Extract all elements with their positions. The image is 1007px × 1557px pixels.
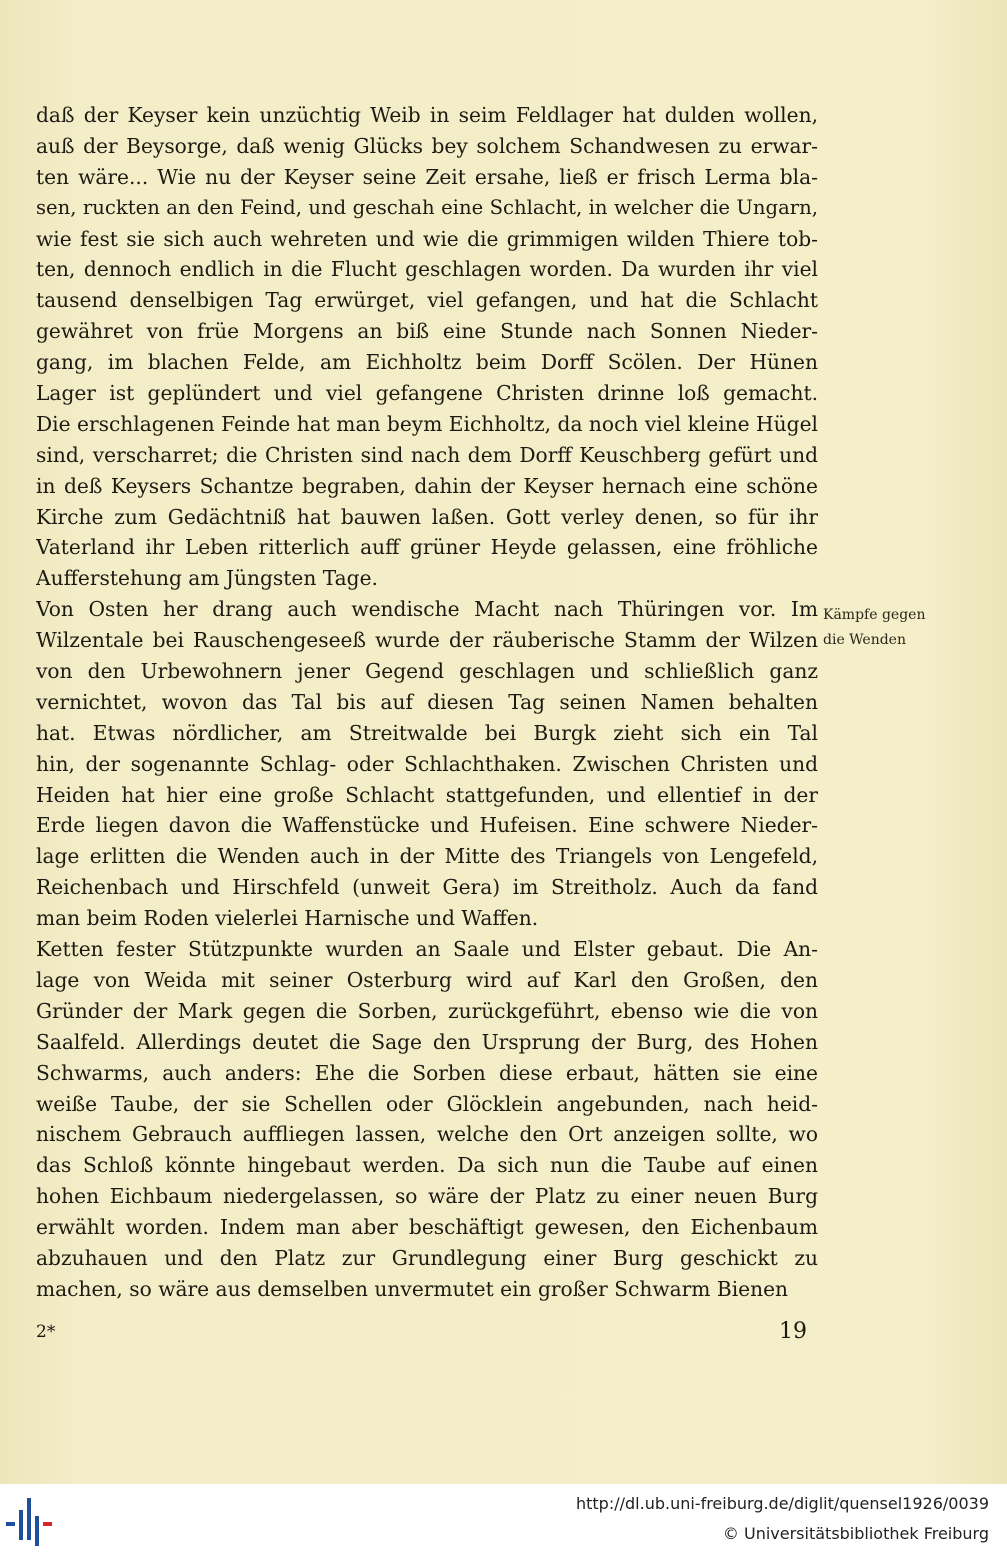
text-line: lage von Weida mit seiner Osterburg wird auf Karl den Großen, den [36,967,818,992]
signature-mark: 2* [36,1322,56,1342]
text-line: ten, dennoch endlich in die Flucht geschlagen worden. Da wurden ihr viel [36,257,818,282]
text-line: hin, der sogenannte Schlag- oder Schlachthaken. Zwischen Christen und [36,751,818,776]
text-line: Lager ist geplündert und viel gefangene Christen drinne loß gemacht. [36,381,818,406]
text-line: von den Urbewohnern jener Gegend geschlagen und schließlich ganz [36,659,818,684]
library-footer [0,1484,1007,1557]
text-line: auß der Beysorge, daß wenig Glücks bey solchem Schandwesen zu erwar- [36,133,818,158]
text-line: tausend denselbigen Tag erwürget, viel gefangen, und hat die Schlacht [36,288,818,313]
text-line: Gründer der Mark gegen die Sorben, zurückgeführt, ebenso wie die von [36,998,818,1023]
text-line: weiße Taube, der sie Schellen oder Glöcklein angebunden, nach heid- [36,1091,818,1116]
text-line: nischem Gebrauch auffliegen lassen, welche den Ort anzeigen sollte, wo [36,1122,818,1147]
text-line: lage erlitten die Wenden auch in der Mitte des Triangels von Lengefeld, [36,844,818,869]
copyright-notice: © Universitätsbibliothek Freiburg [722,1524,989,1543]
text-line: abzuhauen und den Platz zur Grundlegung einer Burg geschickt zu [36,1245,818,1270]
text-line: Die erschlagenen Feinde hat man beym Eichholtz, da noch viel kleine Hügel [36,411,818,436]
text-line: ten wäre... Wie nu der Keyser seine Zeit ersahe, ließ er frisch Lerma bla- [36,164,818,189]
text-line: man beim Roden vielerlei Harnische und Waffen. [36,906,539,931]
permalink-url[interactable]: http://dl.ub.uni-freiburg.de/diglit/quensel1926/0039 [575,1494,989,1513]
text-line: daß der Keyser kein unzüchtig Weib in seim Feldlager hat dulden wollen, [36,103,818,127]
text-line: Schwarms, auch anders: Ehe die Sorben diese erbaut, hätten sie eine [36,1060,818,1085]
text-line: Kirche zum Gedächtniß hat bauwen laßen. Gott verley denen, so für ihr [36,504,818,529]
text-line: vernichtet, wovon das Tal bis auf diesen Tag seinen Namen behalten [36,689,818,714]
text-line: hat. Etwas nördlicher, am Streitwalde bei Burgk zieht sich ein Tal [36,720,818,745]
text-line: Vaterland ihr Leben ritterlich auff grüner Heyde gelassen, eine fröhliche [36,535,818,560]
text-line: gang, im blachen Felde, am Eichholtz beim Dorff Scölen. Der Hünen [36,350,818,375]
text-line: machen, so wäre aus demselben unvermutet ein großer Schwarm Bienen [36,1276,789,1301]
margin-note-line-1: Kämpfe gegen [823,607,926,623]
body-text [36,100,818,1305]
text-line: hohen Eichbaum niedergelassen, so wäre der Platz zu einer neuen Burg [36,1184,818,1209]
margin-note-line-2: die Wenden [823,632,906,648]
text-line: Von Osten her drang auch wendische Macht nach Thüringen vor. Im [36,597,818,622]
text-line: sen, ruckten an den Feind, und geschah eine Schlacht, in welcher die Ungarn, [36,195,818,219]
text-line: sind, verscharret; die Christen sind nach dem Dorff Keuschberg gefürt und [36,442,818,467]
text-line: erwählt worden. Indem man aber beschäftigt gewesen, den Eichenbaum [36,1215,818,1240]
text-line: Aufferstehung am Jüngsten Tage. [36,566,378,591]
text-line: Heiden hat hier eine große Schlacht stattgefunden, und ellentief in der [36,782,818,807]
page-number: 19 [779,1319,807,1344]
text-line: wie fest sie sich auch wehreten und wie die grimmigen wilden Thiere tob- [36,226,818,251]
text-line: Erde liegen davon die Waffenstücke und Hufeisen. Eine schwere Nieder- [36,813,818,838]
text-line: Wilzentale bei Rauschengeseeß wurde der räuberische Stamm der Wilzen [36,628,818,653]
text-line: Ketten fester Stützpunkte wurden an Saale und Elster gebaut. Die An- [36,937,818,962]
text-line: das Schloß könnte hingebaut werden. Da sich nun die Taube auf einen [36,1153,818,1178]
text-line: Reichenbach und Hirschfeld (unweit Gera) im Streitholz. Auch da fand [36,875,818,900]
text-line: Saalfeld. Allerdings deutet die Sage den Ursprung der Burg, des Hohen [36,1029,818,1054]
text-line: gewähret von früe Morgens an biß eine Stunde nach Sonnen Nieder- [36,319,818,344]
text-line: in deß Keysers Schantze begraben, dahin der Keyser hernach eine schöne [36,473,818,498]
library-logo-icon [0,1492,70,1552]
